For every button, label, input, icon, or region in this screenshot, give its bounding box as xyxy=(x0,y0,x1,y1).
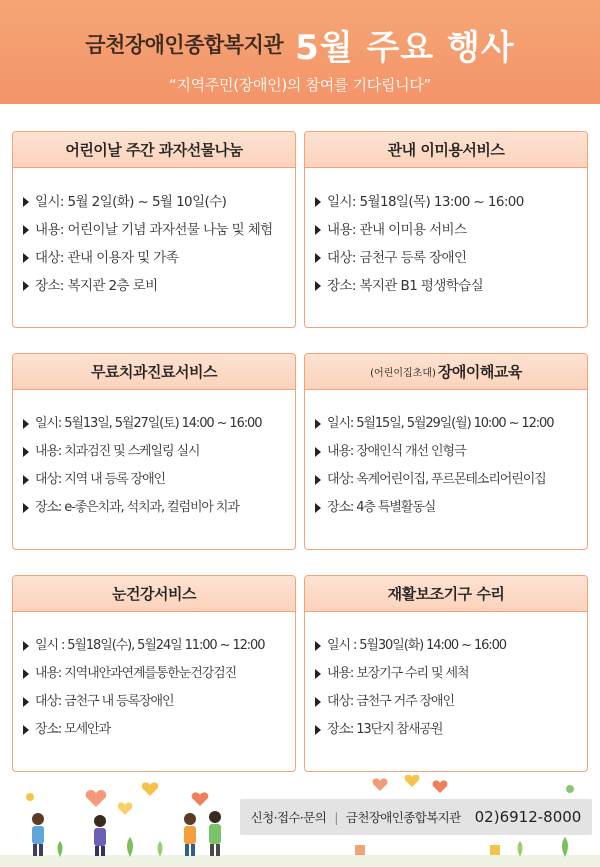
event-card-header xyxy=(305,354,587,390)
person-leg xyxy=(191,844,195,856)
event-detail-content: 내용: 어린이날 기념 과자선물 나눔 및 체험 xyxy=(23,216,289,244)
plant-leaf xyxy=(518,841,523,857)
flower-pot xyxy=(490,845,500,855)
heart-icon xyxy=(192,792,209,806)
event-card-prefix: (어린이집초대) xyxy=(370,368,436,379)
bullet-triangle-icon xyxy=(23,197,29,207)
person-leg xyxy=(210,844,214,856)
event-card-title: 눈건강서비스 xyxy=(112,585,196,603)
person-leg xyxy=(185,844,189,856)
event-card-disability-education xyxy=(304,353,588,550)
bullet-triangle-icon xyxy=(23,669,29,679)
plant-leaf xyxy=(58,841,63,857)
event-card-header xyxy=(13,132,295,168)
event-card-assistive-device-repair xyxy=(304,575,588,772)
bullet-triangle-icon xyxy=(315,253,321,263)
bullet-triangle-icon xyxy=(23,225,29,235)
bullet-triangle-icon xyxy=(23,447,29,457)
event-detail-date: 일시: 5월 2일(화) ~ 5월 10일(수) xyxy=(23,188,289,216)
event-detail-place: 장소: 복지관 B1 평생학습실 xyxy=(315,272,581,300)
event-card-header xyxy=(305,132,587,168)
event-detail-target: 대상: 옥계어린이집, 푸르몬테소리어린이집 xyxy=(315,466,581,494)
event-detail-target: 대상: 금천구 내 등록장애인 xyxy=(23,688,289,716)
event-detail-date: 일시 : 5월18일(수), 5월24일 11:00 ~ 12:00 xyxy=(23,632,289,660)
person-leg xyxy=(216,844,220,856)
bullet-triangle-icon xyxy=(315,725,321,735)
event-detail-content: 내용: 장애인식 개선 인형극 xyxy=(315,438,581,466)
event-detail-place: 장소: 4층 특별활동실 xyxy=(315,494,581,522)
event-detail-place: 장소: 모세안과 xyxy=(23,716,289,744)
event-card-header xyxy=(13,576,295,612)
bullet-triangle-icon xyxy=(315,697,321,707)
event-card-title: 관내 이미용서비스 xyxy=(387,141,505,159)
event-detail-list xyxy=(315,188,581,300)
event-detail-date: 일시 : 5월30일(화) 14:00 ~ 16:00 xyxy=(315,632,581,660)
bullet-triangle-icon xyxy=(315,197,321,207)
contact-phone: 02)6912-8000 xyxy=(474,808,582,826)
contact-label: 신청·접수·문의 xyxy=(250,810,327,825)
heart-icon xyxy=(142,782,159,796)
event-detail-place: 장소: 복지관 2층 로비 xyxy=(23,272,289,300)
bullet-triangle-icon xyxy=(23,725,29,735)
heart-icon xyxy=(433,780,448,793)
bullet-triangle-icon xyxy=(315,475,321,485)
event-detail-list xyxy=(23,632,289,744)
person-head xyxy=(209,811,221,823)
person-body xyxy=(209,824,221,844)
bullet-triangle-icon xyxy=(315,503,321,513)
bullet-triangle-icon xyxy=(315,447,321,457)
contact-separator: | xyxy=(334,809,338,825)
heart-icon xyxy=(118,802,133,815)
event-card-dental-service xyxy=(12,353,296,550)
event-card-hair-service xyxy=(304,131,588,328)
person-head xyxy=(184,813,196,825)
event-detail-list xyxy=(315,410,581,522)
plant-leaf xyxy=(562,837,568,857)
event-detail-place: 장소: e-좋은치과, 석치과, 컬럼비아 치과 xyxy=(23,494,289,522)
person-body xyxy=(94,828,106,846)
bullet-triangle-icon xyxy=(315,419,321,429)
event-detail-target: 대상: 금천구 거주 장애인 xyxy=(315,688,581,716)
header-title-row xyxy=(0,20,600,68)
event-card-children-day xyxy=(12,131,296,328)
person-leg xyxy=(95,846,99,856)
dot-decoration xyxy=(26,793,34,801)
bullet-triangle-icon xyxy=(23,419,29,429)
bullet-triangle-icon xyxy=(23,503,29,513)
event-detail-content: 내용: 치과검진 및 스케일링 실시 xyxy=(23,438,289,466)
plant-leaf xyxy=(127,837,133,857)
contact-org: 금천장애인종합복지관 xyxy=(345,810,461,825)
person-head xyxy=(94,815,106,827)
ground-strip xyxy=(0,855,600,867)
event-detail-content: 내용: 지역내안과연계를통한눈건강검진 xyxy=(23,660,289,688)
event-title: 5월 주요 행사 xyxy=(295,27,515,68)
bullet-triangle-icon xyxy=(23,253,29,263)
bullet-triangle-icon xyxy=(23,281,29,291)
header-banner xyxy=(0,0,600,104)
bullet-triangle-icon xyxy=(315,281,321,291)
footer-illustration xyxy=(0,775,600,867)
person-body xyxy=(32,826,44,844)
event-card-title: 어린이날 주간 과자선물나눔 xyxy=(65,141,243,159)
event-detail-target: 대상: 금천구 등록 장애인 xyxy=(315,244,581,272)
event-card-title: 무료치과진료서비스 xyxy=(91,363,217,381)
event-detail-date: 일시: 5월13일, 5월27일(토) 14:00 ~ 16:00 xyxy=(23,410,289,438)
contact-info-box xyxy=(240,799,592,835)
event-detail-place: 장소: 13단지 참새공원 xyxy=(315,716,581,744)
heart-icon xyxy=(405,775,420,787)
bullet-triangle-icon xyxy=(23,641,29,651)
org-name: 금천장애인종합복지관 xyxy=(85,33,284,57)
event-detail-target: 대상: 지역 내 등록 장애인 xyxy=(23,466,289,494)
person-leg xyxy=(33,844,37,856)
event-card-header xyxy=(13,354,295,390)
flower-pot xyxy=(355,845,365,855)
plant-leaf xyxy=(158,841,163,857)
bullet-triangle-icon xyxy=(315,641,321,651)
event-detail-date: 일시: 5월15일, 5월29일(월) 10:00 ~ 12:00 xyxy=(315,410,581,438)
header-subtitle: “지역주민(장애인)의 참여를 기다립니다” xyxy=(168,76,432,94)
bullet-triangle-icon xyxy=(23,697,29,707)
event-card-header xyxy=(305,576,587,612)
event-card-eye-health xyxy=(12,575,296,772)
person-leg xyxy=(39,844,43,856)
event-card-title: 재활보조기구 수리 xyxy=(387,585,505,603)
person-body xyxy=(184,826,196,844)
bullet-triangle-icon xyxy=(23,475,29,485)
bullet-triangle-icon xyxy=(315,669,321,679)
event-detail-content: 내용: 보장기구 수리 및 세척 xyxy=(315,660,581,688)
event-detail-date: 일시: 5월18일(목) 13:00 ~ 16:00 xyxy=(315,188,581,216)
event-detail-list xyxy=(23,410,289,522)
event-detail-content: 내용: 관내 이미용 서비스 xyxy=(315,216,581,244)
heart-icon xyxy=(373,778,388,791)
event-detail-list xyxy=(315,632,581,744)
dot-decoration xyxy=(566,785,574,793)
bullet-triangle-icon xyxy=(315,225,321,235)
heart-icon xyxy=(86,790,107,807)
person-leg xyxy=(101,846,105,856)
event-detail-target: 대상: 관내 이용자 및 가족 xyxy=(23,244,289,272)
event-detail-list xyxy=(23,188,289,300)
event-card-title: 장애이해교육 xyxy=(437,363,522,381)
person-head xyxy=(32,813,44,825)
